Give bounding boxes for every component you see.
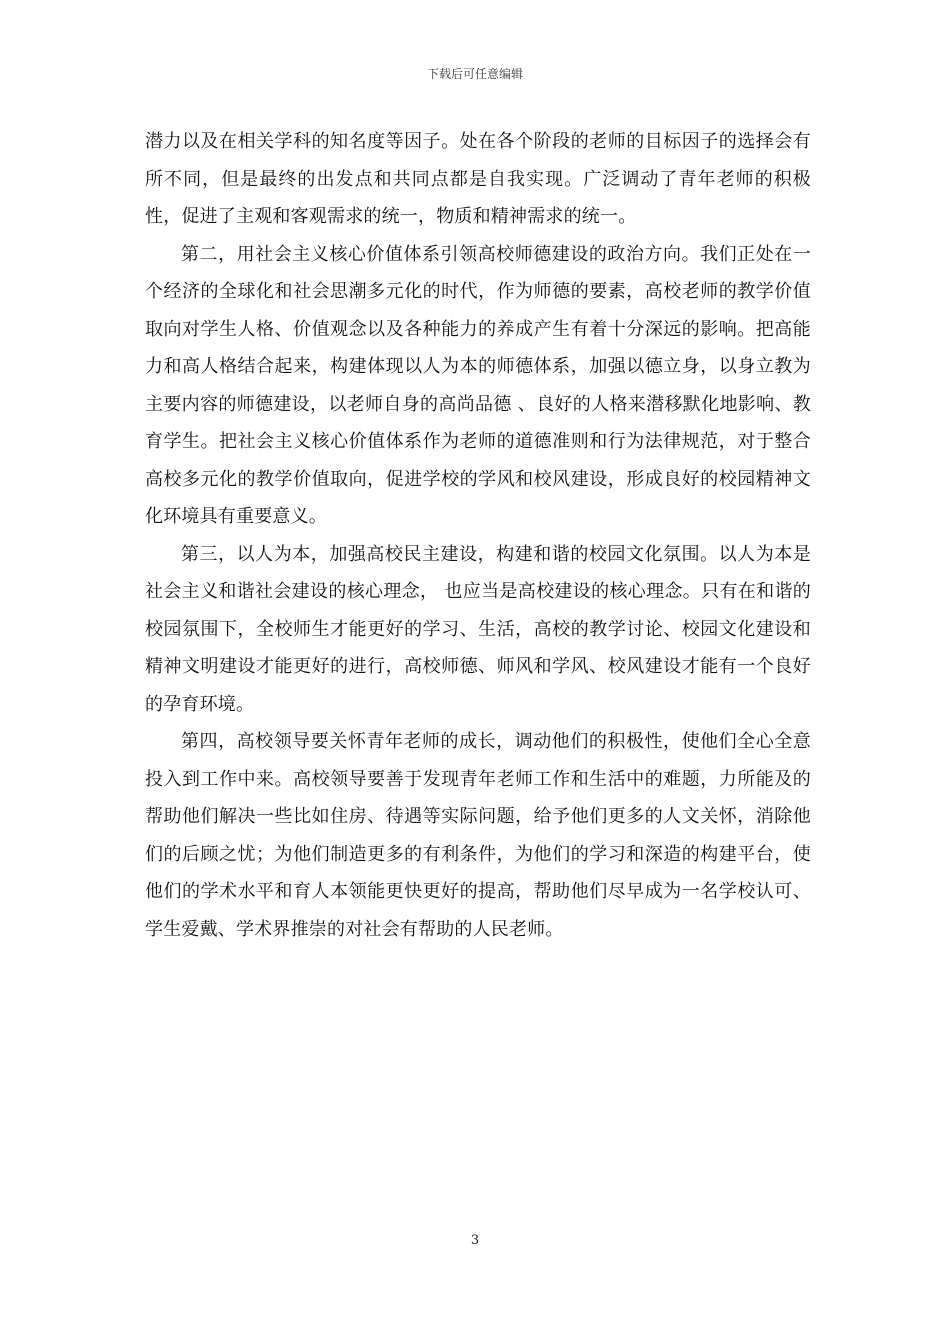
header-note: 下载后可任意编辑 xyxy=(426,67,523,81)
paragraph-fourth-point: 第四，高校领导要关怀青年老师的成长，调动他们的积极性，使他们全心全意投入到工作中来。高校领导要善于发现青年老师工作和生活中的难题，力所能及的帮助他们解决一些比如住房、待遇等实际问题，给予他们更多的人文关怀，消除他们的后顾之忧；为他们制造更多的有利条件，为他们的学习和深造的构建平台，使他们的学术水平和育人本领能更快更好的提高，帮助他们尽早成为一名学校认可、学生爱戴、学术界推崇的对社会有帮助的人民老师。 xyxy=(145,731,811,940)
paragraph-second-point: 第二，用社会主义核心价值体系引领高校师德建设的政治方向。我们正处在一个经济的全球化和社会思潮多元化的时代，作为师德的要素，高校老师的教学价值取向对学生人格、价值观念以及各种能力的养成产生有着十分深远的影响。把高能力和高人格结合起来，构建体现以人为本的师德体系，加强以德立身，以身立教为主要内容的师德建设，以老师自身的高尚品德 、良好的人格来潜移默化地影响、教育学生。把社会主义核心价值体系作为老师的道德准则和行为法律规范，对于整合高校多元化的教学价值取向，促进学校的学风和校风建设，形成良好的校园精神文化环境具有重要意义。 xyxy=(145,243,811,527)
paragraph-continuation: 潜力以及在相关学科的知名度等因子。处在各个阶段的老师的目标因子的选择会有所不同，但是最终的出发点和共同点都是自我实现。广泛调动了青年老师的积极性，促进了主观和客观需求的统一，物质和精神需求的统一。 xyxy=(145,131,811,227)
page-number: 3 xyxy=(470,1233,480,1248)
paragraph-third-point: 第三，以人为本，加强高校民主建设，构建和谐的校园文化氛围。以人为本是社会主义和谐社会建设的核心理念， 也应当是高校建设的核心理念。只有在和谐的校园氛围下，全校师生才能更好的学习、生活，高校的教学讨论、校园文化建设和精神文明建设才能更好的进行，高校师德、师风和学风、校风建设才能有一个良好的孕育环境。 xyxy=(145,543,811,715)
document-body xyxy=(145,123,811,948)
